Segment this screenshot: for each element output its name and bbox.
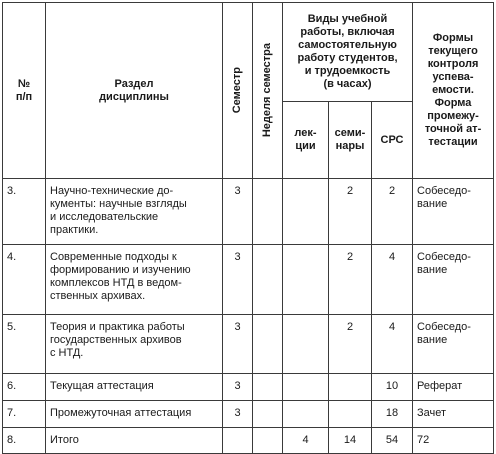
table-row [3, 428, 494, 454]
row-form: Реферат [413, 374, 494, 401]
row-srs: 2 [372, 179, 413, 245]
row-srs: 4 [372, 315, 413, 374]
row-title: Теория и практика работы государственных архивов с НТД. [46, 315, 223, 374]
row-form: 72 [413, 428, 494, 454]
row-title: Современные подходы к формированию и изучению комплексов НТД в ведом- ственных архивах. [46, 245, 223, 315]
row-week [253, 401, 283, 428]
header-section: Раздел дисциплины [46, 3, 223, 179]
row-lectures [283, 374, 329, 401]
row-seminars: 2 [329, 315, 372, 374]
table-row [3, 179, 494, 245]
row-week [253, 179, 283, 245]
header-seminars: семи- нары [329, 102, 372, 179]
curriculum-table [2, 2, 494, 454]
row-week [253, 374, 283, 401]
row-number: 7. [3, 401, 46, 428]
row-form: Собеседо- вание [413, 179, 494, 245]
table-row [3, 401, 494, 428]
row-week [253, 428, 283, 454]
row-lectures: 4 [283, 428, 329, 454]
row-lectures [283, 245, 329, 315]
row-title: Текущая аттестация [46, 374, 223, 401]
row-srs: 18 [372, 401, 413, 428]
row-number: 3. [3, 179, 46, 245]
row-number: 6. [3, 374, 46, 401]
row-semester: 3 [223, 401, 253, 428]
row-number: 4. [3, 245, 46, 315]
row-lectures [283, 179, 329, 245]
header-number: № п/п [3, 3, 46, 179]
row-semester: 3 [223, 315, 253, 374]
row-title: Промежуточная аттестация [46, 401, 223, 428]
row-seminars: 2 [329, 179, 372, 245]
header-lectures: лек- ции [283, 102, 329, 179]
row-seminars: 2 [329, 245, 372, 315]
header-control-forms: Формы текущего контроля успева- емости. Форма промежу- точной ат- тестации [413, 3, 494, 179]
row-srs: 4 [372, 245, 413, 315]
table-row [3, 374, 494, 401]
row-number: 8. [3, 428, 46, 454]
row-semester: 3 [223, 179, 253, 245]
header-work-types: Виды учебной работы, включая самостоятельную работу студентов, и трудоемкость (в часах) [283, 3, 413, 102]
header-week [253, 3, 283, 179]
row-lectures [283, 401, 329, 428]
header-srs: СРС [372, 102, 413, 179]
row-week [253, 245, 283, 315]
row-lectures [283, 315, 329, 374]
row-form: Собеседо- вание [413, 315, 494, 374]
table-row [3, 245, 494, 315]
row-seminars [329, 401, 372, 428]
row-seminars [329, 374, 372, 401]
row-srs: 54 [372, 428, 413, 454]
row-week [253, 315, 283, 374]
header-semester-label: Семестр [231, 67, 243, 114]
header-week-label: Неделя семестра [261, 43, 273, 138]
table-row [3, 315, 494, 374]
row-semester [223, 428, 253, 454]
header-semester [223, 3, 253, 179]
row-srs: 10 [372, 374, 413, 401]
row-seminars: 14 [329, 428, 372, 454]
row-number: 5. [3, 315, 46, 374]
row-title: Научно-технические до- кументы: научные взгляды и исследовательские практики. [46, 179, 223, 245]
row-semester: 3 [223, 374, 253, 401]
row-semester: 3 [223, 245, 253, 315]
row-form: Зачет [413, 401, 494, 428]
row-title: Итого [46, 428, 223, 454]
row-form: Собеседо- вание [413, 245, 494, 315]
